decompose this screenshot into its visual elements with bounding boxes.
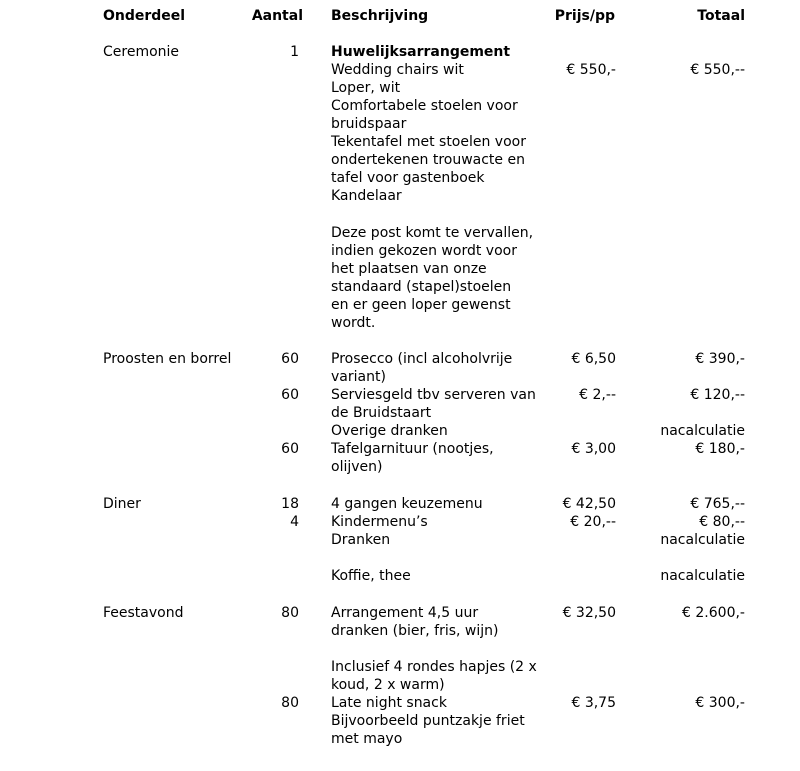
ceremonie-titel: Huwelijksarrangement xyxy=(331,44,511,60)
feestavond-item-prijs: € 3,75 xyxy=(571,695,616,711)
ceremonie-line: bruidspaar xyxy=(331,116,407,132)
section-ceremonie-label: Ceremonie xyxy=(103,44,180,60)
diner-item-line: 4 gangen keuzemenu xyxy=(331,496,483,512)
ceremonie-totaal: € 550,-- xyxy=(690,62,745,78)
proosten-item-line: olijven) xyxy=(331,459,383,475)
diner-item-totaal: nacalculatie xyxy=(660,532,745,548)
ceremonie-note-line: en er geen loper gewenst xyxy=(331,297,511,313)
proosten-item-line: Tafelgarnituur (nootjes, xyxy=(331,441,494,457)
feestavond-item-line: koud, 2 x warm) xyxy=(331,677,445,693)
diner-item-totaal: € 765,-- xyxy=(690,496,745,512)
header-totaal: Totaal xyxy=(697,8,745,24)
feestavond-item-line: dranken (bier, fris, wijn) xyxy=(331,623,499,639)
diner-item-aantal: 18 xyxy=(281,496,299,512)
feestavond-item-line: Bijvoorbeeld puntzakje friet xyxy=(331,713,525,729)
header-aantal: Aantal xyxy=(251,8,303,24)
diner-item-prijs: € 20,-- xyxy=(570,514,616,530)
ceremonie-prijs: € 550,- xyxy=(566,62,616,78)
proosten-item-aantal: 60 xyxy=(281,351,299,367)
diner-item-prijs: € 42,50 xyxy=(562,496,616,512)
feestavond-item-totaal: € 2.600,- xyxy=(682,605,745,621)
section-proosten-label: Proosten en borrel xyxy=(103,351,232,367)
ceremonie-line: Wedding chairs wit xyxy=(331,62,464,78)
proosten-item-line: Prosecco (incl alcoholvrije xyxy=(331,351,513,367)
ceremonie-line: Comfortabele stoelen voor xyxy=(331,98,518,114)
proosten-item-totaal: nacalculatie xyxy=(660,423,745,439)
proosten-item-line: de Bruidstaart xyxy=(331,405,432,421)
feestavond-item-prijs: € 32,50 xyxy=(562,605,616,621)
ceremonie-line: Kandelaar xyxy=(331,188,402,204)
diner-item-totaal: € 80,-- xyxy=(699,514,745,530)
feestavond-item-aantal: 80 xyxy=(281,695,299,711)
header-prijs: Prijs/pp xyxy=(554,8,615,24)
ceremonie-note-line: het plaatsen van onze xyxy=(331,261,487,277)
ceremonie-line: Loper, wit xyxy=(331,80,401,96)
feestavond-item-line: Inclusief 4 rondes hapjes (2 x xyxy=(331,659,537,675)
ceremonie-note-line: wordt. xyxy=(331,315,376,331)
proosten-item-prijs: € 3,00 xyxy=(571,441,616,457)
proosten-item-line: Serviesgeld tbv serveren van xyxy=(331,387,536,403)
proosten-item-line: variant) xyxy=(331,369,386,385)
ceremonie-line: Tekentafel met stoelen voor xyxy=(331,134,526,150)
header-onderdeel: Onderdeel xyxy=(103,8,186,24)
diner-item-line: Koffie, thee xyxy=(331,568,411,584)
ceremonie-aantal: 1 xyxy=(290,44,299,60)
ceremonie-line: tafel voor gastenboek xyxy=(331,170,485,186)
diner-item-line: Kindermenu’s xyxy=(331,514,428,530)
feestavond-item-totaal: € 300,- xyxy=(695,695,745,711)
diner-item-totaal: nacalculatie xyxy=(660,568,745,584)
proosten-item-aantal: 60 xyxy=(281,441,299,457)
proosten-item-aantal: 60 xyxy=(281,387,299,403)
feestavond-item-aantal: 80 xyxy=(281,605,299,621)
proosten-item-prijs: € 2,-- xyxy=(579,387,616,403)
proosten-item-line: Overige dranken xyxy=(331,423,448,439)
diner-item-line: Dranken xyxy=(331,532,391,548)
section-feestavond-label: Feestavond xyxy=(103,605,184,621)
feestavond-item-line: Arrangement 4,5 uur xyxy=(331,605,479,621)
header-beschrijving: Beschrijving xyxy=(331,8,429,24)
ceremonie-note-line: indien gekozen wordt voor xyxy=(331,243,517,259)
proosten-item-totaal: € 390,- xyxy=(695,351,745,367)
ceremonie-line: ondertekenen trouwacte en xyxy=(331,152,525,168)
ceremonie-note-line: standaard (stapel)stoelen xyxy=(331,279,512,295)
proosten-item-totaal: € 120,-- xyxy=(690,387,745,403)
proosten-item-totaal: € 180,- xyxy=(695,441,745,457)
feestavond-item-line: Late night snack xyxy=(331,695,447,711)
ceremonie-note-line: Deze post komt te vervallen, xyxy=(331,225,534,241)
proosten-item-prijs: € 6,50 xyxy=(571,351,616,367)
diner-item-aantal: 4 xyxy=(290,514,299,530)
feestavond-item-line: met mayo xyxy=(331,731,403,747)
section-diner-label: Diner xyxy=(103,496,141,512)
